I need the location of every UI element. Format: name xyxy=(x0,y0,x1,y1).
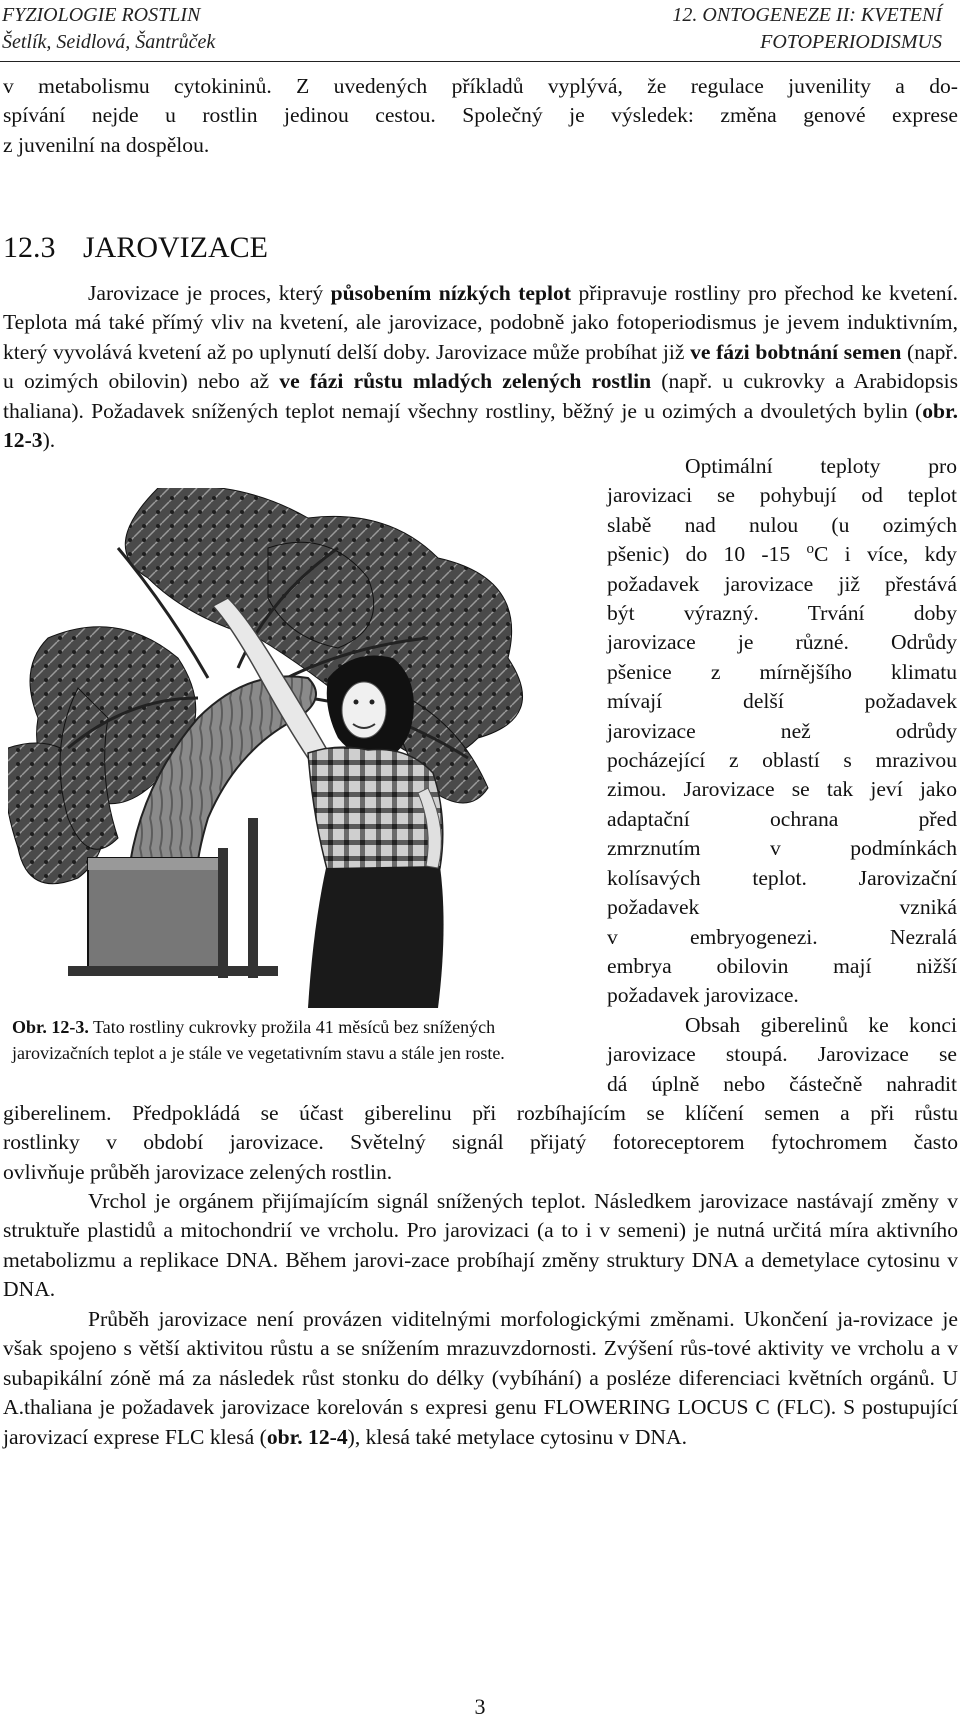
column-line: jarovizaci se pohybují od teplot xyxy=(607,483,957,508)
authors: Šetlík, Seidlová, Šantrůček xyxy=(2,31,216,53)
chapter-title: 12. ONTOGENEZE II: KVETENÍ xyxy=(672,4,942,26)
text-run: Průběh jarovizace není provázen viditelnými morfologickými změnami. Ukončení ja-rovizace je však spojeno s větší aktivitou růstu a se snížením mrazuvzdornosti. Zvýšení růs-tové aktivity ve vrcholu a v subapikální zóně má za následek růst stonku do délky (vybíhání) a posléze diferenciaci květních orgánů. U A.thaliana je požadavek jarovizace korelován s expresi genu FLOWERING LOCUS C (FLC). S postupující jarovizací exprese FLC klesá ( xyxy=(3,1307,958,1449)
paragraph-definition xyxy=(3,279,958,455)
chapter-subtitle: FOTOPERIODISMUS xyxy=(760,31,942,53)
column-line: požadavek jarovizace již přestává xyxy=(607,571,957,596)
emphasis-young-plants: ve fázi růstu mladých zelených rostlin xyxy=(279,369,652,394)
intro-paragraph xyxy=(3,72,958,160)
text-run: (např. u cukrovky a Arabidopsis thaliana). Požadavek snížených teplot nemají všechny rostliny, běžný je u ozimých a dvouletých bylin ( xyxy=(3,369,958,423)
text-run: ). xyxy=(42,428,56,453)
column-line: požadavek vzniká xyxy=(607,895,957,920)
column-line: být výrazný. Trvání doby xyxy=(607,601,957,626)
degree-symbol: o xyxy=(806,541,814,558)
text-run: připravuje rostliny pro přechod ke kvetení. Teplota má také přímý vliv na kvetení, ale jarovizace, podobně jako fotoperiodismus je jevem induktivním, který vyvolává kvetení až po uplynutí delší doby. Jarovizace může probíhat již xyxy=(3,281,959,364)
running-header-left xyxy=(2,2,215,56)
column-line: jarovizace než odrůdy xyxy=(607,718,957,743)
figure-caption-text: Tato rostliny cukrovky prožila 41 měsíců bez snížených jarovizačních teplot a je stále ve vegetativním stavu a stále jen roste. xyxy=(12,1017,505,1063)
section-number: 12.3 xyxy=(3,231,56,264)
column-line: požadavek jarovizace. xyxy=(607,983,799,1008)
text-line: rostlinky v období jarovizace. Světelný signál přijatý fotoreceptorem fytochromem často xyxy=(3,1130,958,1155)
text-run: pšenic) do 10 -15 xyxy=(607,542,807,567)
paragraph-gibberellins-column xyxy=(607,1011,957,1099)
column-line: adaptační ochrana před xyxy=(607,806,957,831)
column-line-degrees xyxy=(607,540,957,569)
column-line: embrya obilovin mají nižší xyxy=(607,953,957,978)
page-number: 3 xyxy=(474,1694,486,1719)
sugar-beet-photo xyxy=(8,488,553,1008)
running-header-right xyxy=(672,2,942,56)
text-line: ovlivňuje průběh jarovizace zelených rostlin. xyxy=(3,1159,393,1184)
column-line: v embryogenezi. Nezralá xyxy=(607,924,957,949)
figure-caption xyxy=(12,1014,557,1066)
column-line: kolísavých teplot. Jarovizační xyxy=(607,865,957,890)
column-line: Optimální teploty pro xyxy=(685,454,957,478)
column-line: Obsah giberelinů ke konci xyxy=(685,1013,957,1037)
column-line: pšenice z mírnějšího klimatu xyxy=(607,659,957,684)
emphasis-low-temperatures: působením nízkých teplot xyxy=(330,281,572,305)
text-line: v metabolismu cytokininů. Z uvedených příkladů vyplývá, že regulace juvenility a do- xyxy=(3,74,958,98)
emphasis-seed-swelling: ve fázi bobtnání semen xyxy=(690,339,902,364)
column-line: mívají delší požadavek xyxy=(607,689,957,714)
section-title: JAROVIZACE xyxy=(83,231,268,264)
text-line: spívání nejde u rostlin jedinou cestou. Společný je výsledek: změna genové exprese xyxy=(3,103,958,128)
paragraph-apex: Vrchol je orgánem přijímajícím signál snížených teplot. Následkem jarovizace nastávají změny v struktuře plastidů a mitochondrií ve vrcholu. Pro jarovizaci (a to i v semeni) je nutná určitá míra aktivního metabolizmu a replikace DNA. Během jarovi-zace probíhají změny struktury DNA a demetylace cytosinu v DNA. xyxy=(3,1189,958,1302)
text-run: Jarovizace je proces, který xyxy=(88,281,331,305)
text-line: giberelinem. Předpokládá se účast giberelinu při rozbíhajícím se klíčení semen a při růstu xyxy=(3,1101,958,1125)
column-line: zimou. Jarovizace se tak jeví jako xyxy=(607,777,957,802)
text-run: C i více, kdy xyxy=(813,542,957,567)
text-run: (např. u ozimých obilovin) nebo až xyxy=(3,339,958,394)
figure-reference: obr. 12-3 xyxy=(3,398,958,453)
book-title: FYZIOLOGIE ROSTLIN xyxy=(2,4,201,26)
text-run: ), klesá také metylace cytosinu v DNA. xyxy=(347,1424,688,1449)
section-heading xyxy=(3,230,268,266)
column-line: dá úplně nebo částečně nahradit xyxy=(607,1071,957,1096)
figure-label: Obr. 12-3. xyxy=(12,1017,89,1037)
paragraph-temperatures xyxy=(607,452,957,1011)
column-line: slabě nad nulou (u ozimých xyxy=(607,512,957,537)
column-line: jarovizace stoupá. Jarovizace se xyxy=(607,1042,957,1067)
figure-photo xyxy=(8,488,553,1008)
header-rule xyxy=(0,61,960,62)
figure-reference: obr. 12-4 xyxy=(266,1424,348,1449)
paragraph-gibberellins-continued xyxy=(3,1099,958,1187)
column-line: jarovizace je různé. Odrůdy xyxy=(607,630,957,655)
column-line: pocházející z oblastí s mrazivou xyxy=(607,748,957,773)
column-line: zmrznutím v podmínkách xyxy=(607,836,957,861)
text-line: z juvenilní na dospělou. xyxy=(3,132,210,157)
paragraph-flc xyxy=(3,1305,958,1452)
